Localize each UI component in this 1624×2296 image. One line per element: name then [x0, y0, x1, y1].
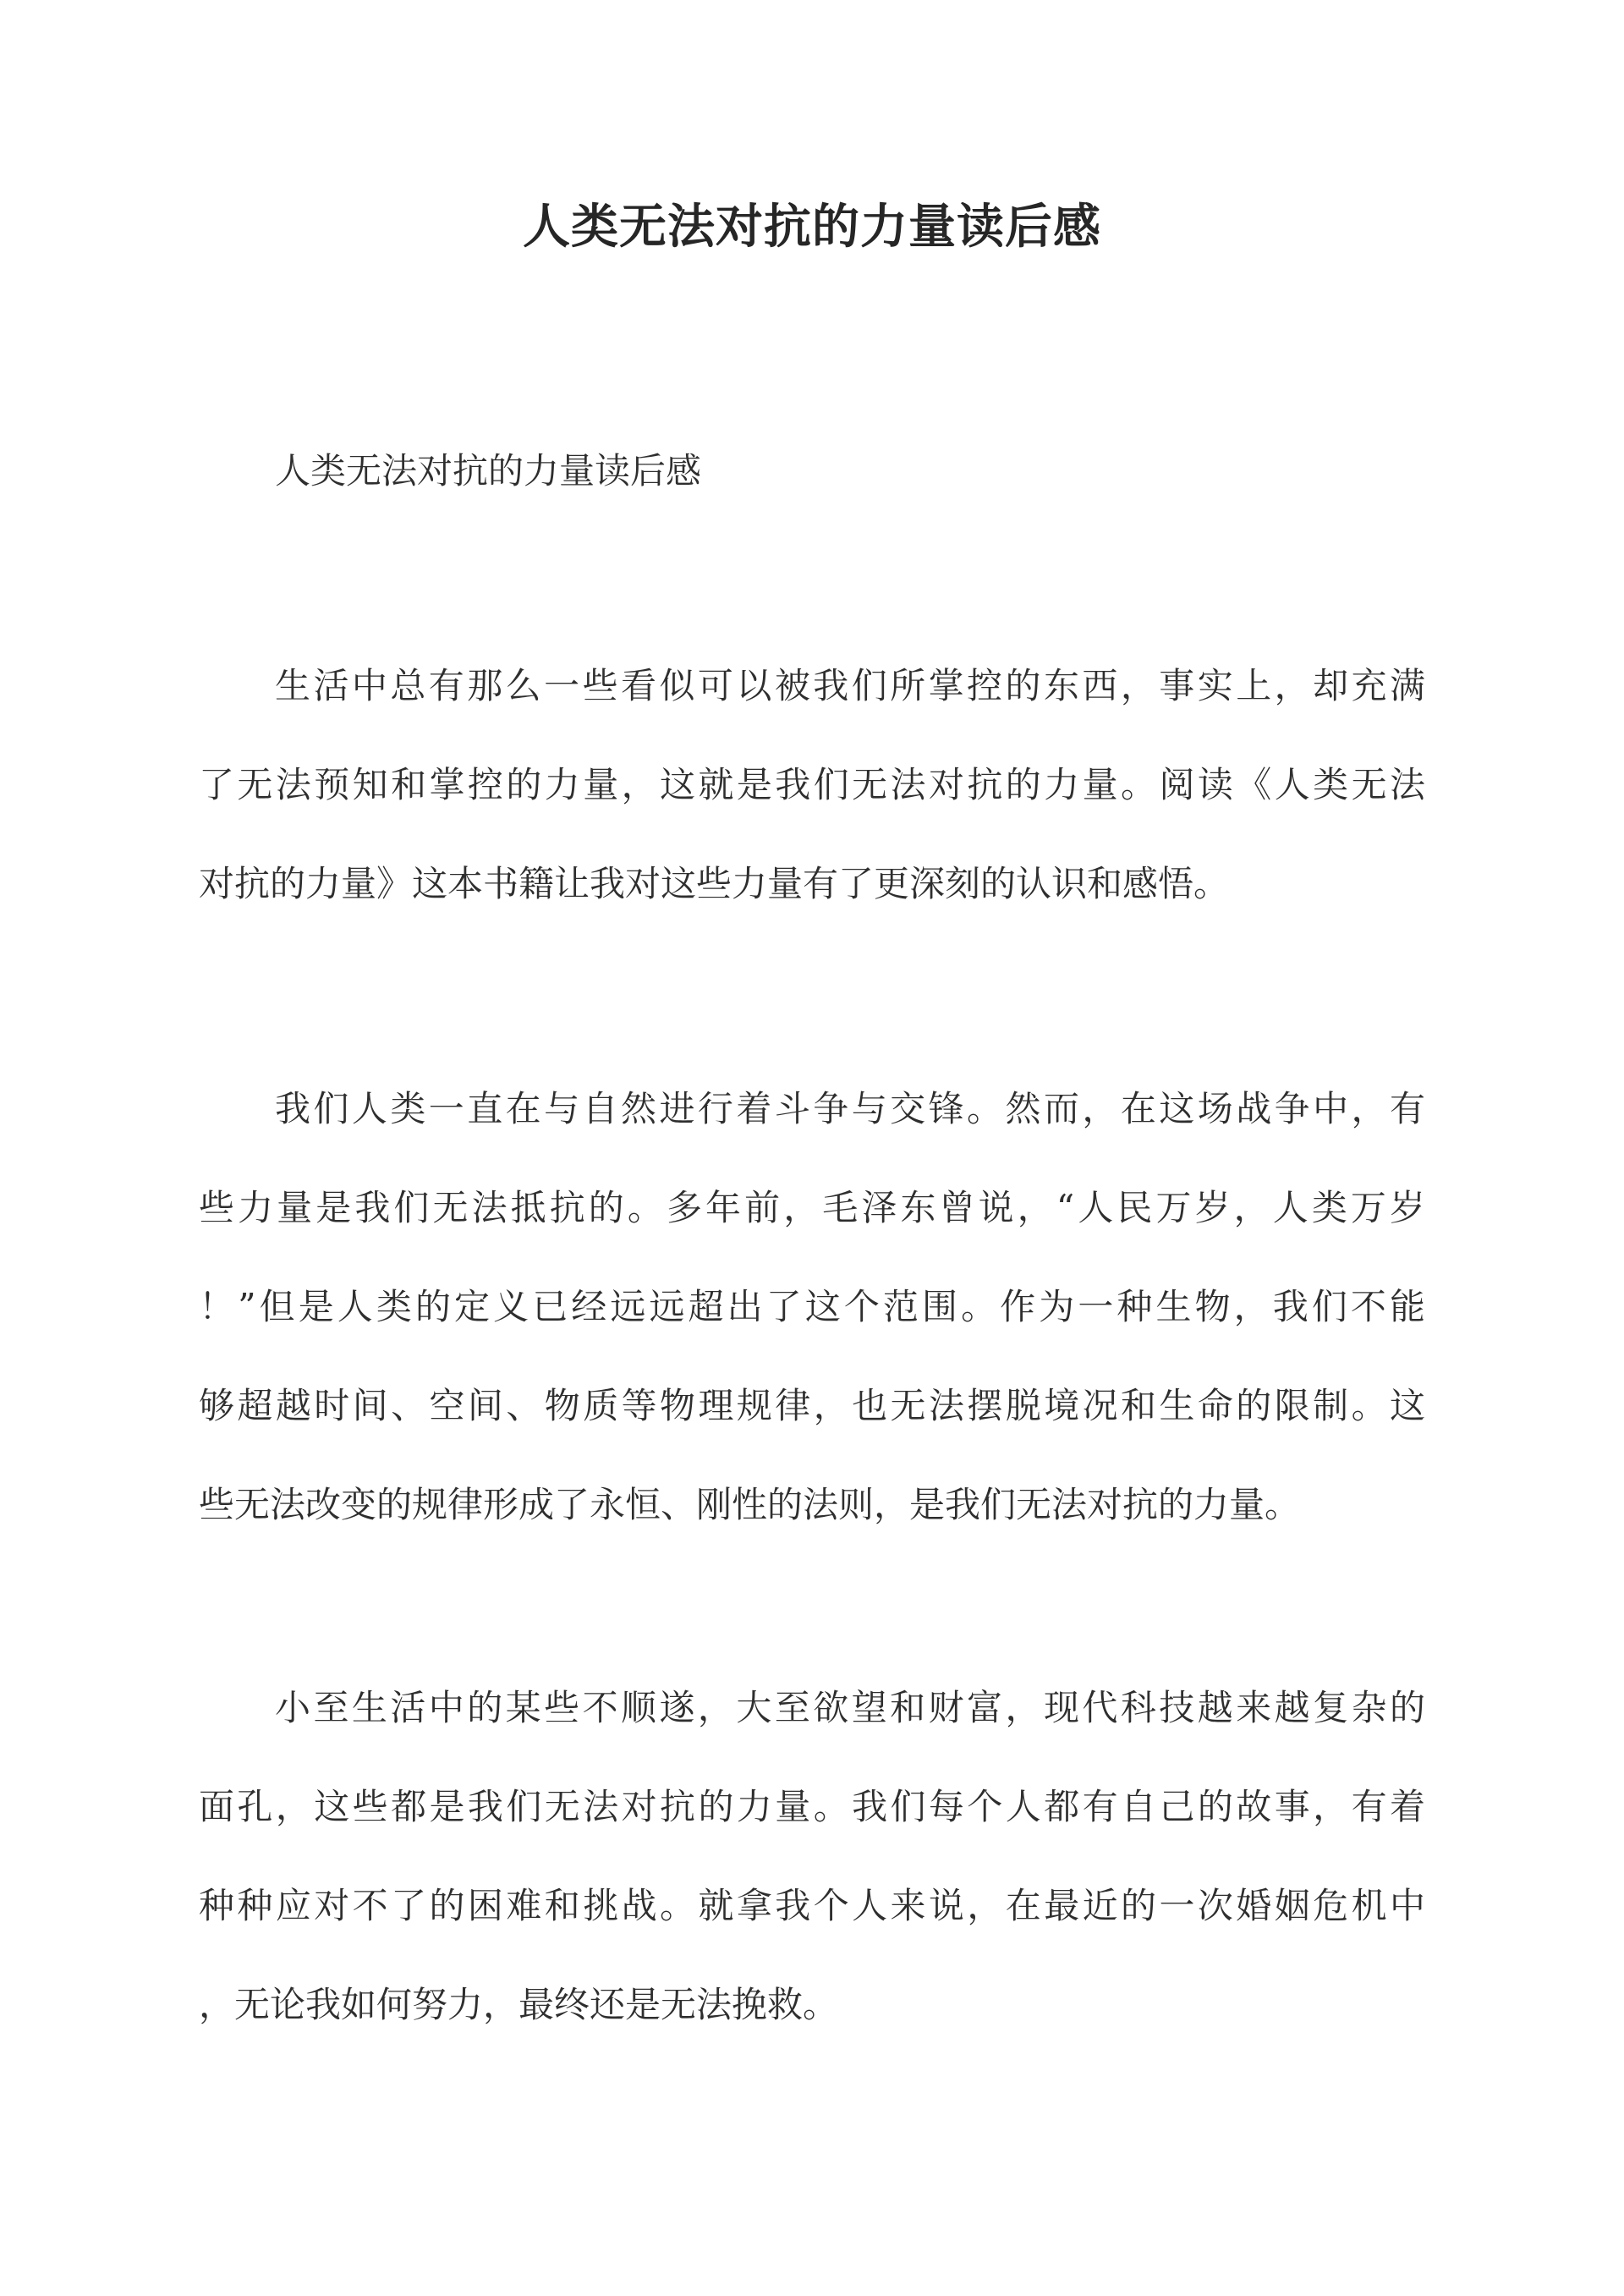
- paragraph-line: 了无法预知和掌控的力量，这就是我们无法对抗的力量。阅读《人类无法: [199, 764, 1425, 805]
- paragraph-line: 小至生活中的某些不顺遂，大至欲望和财富，现代科技越来越复杂的: [275, 1687, 1425, 1728]
- paragraph-line: 我们人类一直在与自然进行着斗争与交锋。然而，在这场战争中，有: [275, 1088, 1425, 1129]
- paragraph-line: ！”但是人类的定义已经远远超出了这个范围。作为一种生物，我们不能: [199, 1286, 1425, 1327]
- paragraph-2: [199, 1059, 1425, 1554]
- paragraph-1: [199, 636, 1425, 933]
- paragraph-3: [199, 1658, 1425, 2054]
- paragraph-line: 种种应对不了的困难和挑战。就拿我个人来说，在最近的一次婚姻危机中: [199, 1885, 1425, 1926]
- paragraph-line: 对抗的力量》这本书籍让我对这些力量有了更深刻的认识和感悟。: [199, 863, 1230, 904]
- document-title: 人类无法对抗的力量读后感: [523, 199, 1101, 255]
- subtitle-line: 人类无法对抗的力量读后感: [275, 450, 702, 492]
- paragraph-line: ，无论我如何努力，最终还是无法挽救。: [199, 1984, 839, 2025]
- paragraph-line: 面孔，这些都是我们无法对抗的力量。我们每个人都有自己的故事，有着: [199, 1786, 1425, 1827]
- paragraph-line: 些无法改变的规律形成了永恒、刚性的法则，是我们无法对抗的力量。: [199, 1484, 1301, 1525]
- document-subtitle: [199, 421, 1425, 520]
- paragraph-line: 够超越时间、空间、物质等物理规律，也无法摆脱境况和生命的限制。这: [199, 1385, 1425, 1426]
- paragraph-line: 些力量是我们无法抵抗的。多年前，毛泽东曾说，“人民万岁，人类万岁: [199, 1187, 1425, 1228]
- paragraph-line: 生活中总有那么一些看似可以被我们所掌控的东西，事实上，却充满: [275, 665, 1425, 706]
